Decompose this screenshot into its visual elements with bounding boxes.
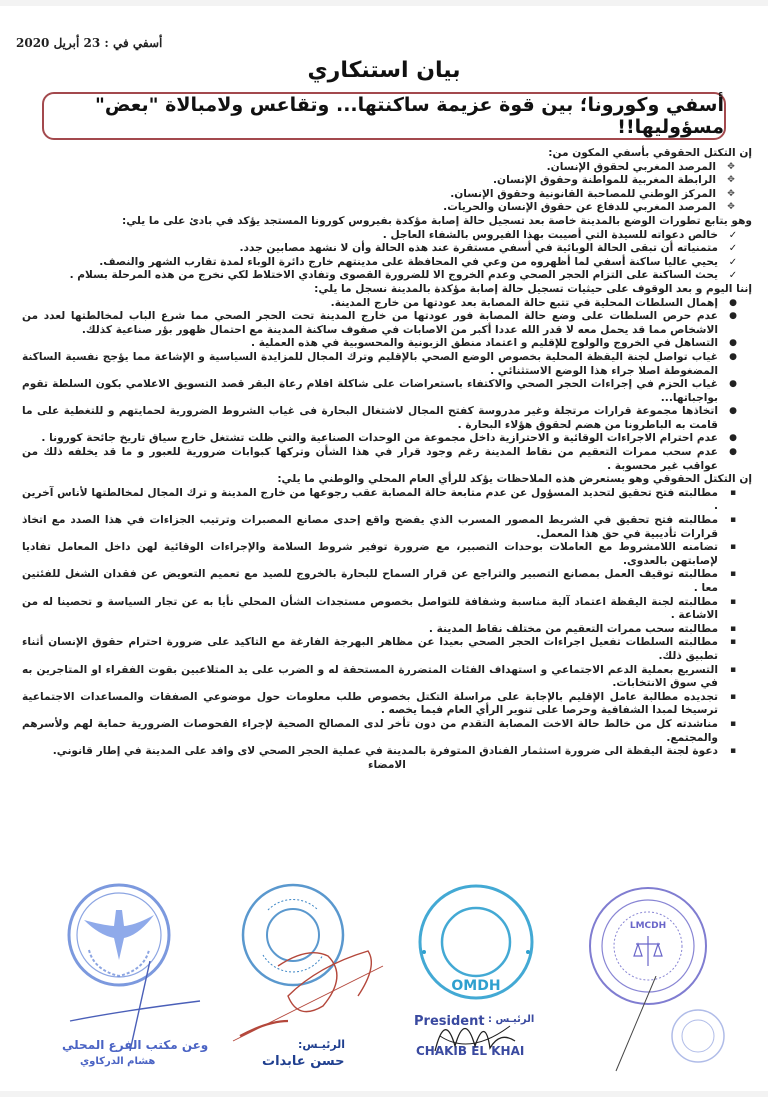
list-item (22, 405, 752, 432)
diamond-bullet-icon: ✥ (727, 188, 735, 199)
organization-name: المرصد المغربي لحقوق الإنسان. (546, 160, 716, 173)
signatures-label: الامضاء (368, 758, 406, 771)
square-bullet-icon: ▪ (729, 487, 737, 498)
organization-name: الرابطة المغربية للمواطنة وحقوق الإنسان. (493, 174, 716, 187)
list-item (22, 310, 752, 337)
list-item (22, 269, 752, 283)
diamond-bullet-icon: ✥ (727, 175, 735, 186)
list-item (22, 201, 752, 215)
dot-bullet-icon: ● (729, 338, 737, 349)
list-item-text: اتخاذها مجموعة قرارات مرتجلة وغير مدروسة كفتح المجال لاشتغال البحارة فى غياب الشروط الضرورية لحمايتهم و للتغطية على ما قامت به الباطرونا من هضم لحقوق هؤلاء البحارة . (22, 405, 718, 431)
square-bullet-icon: ▪ (729, 542, 737, 553)
list-item (22, 596, 752, 623)
local-branch-signer: هشام الدركاوي (80, 1056, 156, 1067)
list-item-text: يحث الساكنة على التزام الحجر الصحي وعدم الخروج الا للضرورة القصوى وتفادي الاختلاط لكي نخرج من هذه المرحلة بسلام . (69, 269, 718, 282)
organization-name: المركز الوطني للمصاحبة القانونية وحقوق الإنسان. (450, 187, 716, 200)
list-item-text: تجديده مطالبة عامل الإقليم بالإجابة على مراسلة التكتل بخصوص طلب معلومات حول موضوعي الصفقات والمساعدات الاجتماعية ترسيخا لمبدا الشفافية وحرصا على تنوير الرأي العام فيما يخصه . (22, 690, 718, 717)
list-item-text: مطالبته لجنة اليقظة اعتماد آلية مناسبة وشفافة للتواصل بخصوص مستجدات الشأن المحلي نأيا به عن تجار السياسة و تحصينا له من الاشاعة . (22, 595, 718, 622)
list-item-text: عدم سحب ممرات التعقيم من نقاط المدينة رغم وجود قرار في هذا الشأن وتركها كبوابات ضرورية للعبور و ما قد يخلفه ذلك من عواقب غير محسوبة . (22, 446, 718, 472)
omdh-signer-label: President (414, 1014, 485, 1029)
list-item-text: مطالبته السلطات تفعيل اجراءات الحجر الصحي بعيدا عن مظاهر البهرجة الفارغة مع التاكيد على ضرورة احترام حقوق الإنسان أثناء تطبيق ذلك. (22, 636, 718, 662)
list-item (22, 745, 752, 759)
dot-bullet-icon: ● (729, 447, 737, 458)
list-item (22, 691, 752, 718)
page-title: بيان استنكاري (307, 58, 461, 83)
diamond-bullet-icon: ✥ (727, 161, 735, 172)
square-bullet-icon: ▪ (729, 746, 737, 757)
list-item (22, 161, 752, 175)
square-bullet-icon: ▪ (729, 515, 737, 526)
today-paragraph: إننا اليوم و بعد الوقوف على حيثيات تسجيل حالة إصابة مؤكدة بالمدينة نسجل ما يلي: (314, 282, 752, 295)
dot-bullet-icon: ● (729, 379, 737, 390)
list-item (22, 256, 752, 270)
signatures-area (0, 866, 768, 1086)
signature-black (430, 1006, 520, 1066)
diamond-bullet-icon: ✥ (727, 202, 735, 213)
intro-paragraph: إن التكتل الحقوقي بأسفي المكون من: (548, 147, 752, 159)
square-bullet-icon: ▪ (729, 637, 737, 648)
list-item-text: التسريع بعملية الدعم الاجتماعي و استهداف الفئات المتضررة المستحقة له و الضرب على يد المتلاعبين بقوت الفقراء او المتاجرين به في سوق الانتخابات. (22, 663, 718, 690)
omdh-signer-label-ar: الرئيـس : (488, 1014, 535, 1025)
list-item (22, 446, 752, 473)
list-item (22, 378, 752, 405)
square-bullet-icon: ▪ (729, 596, 737, 607)
observatory-signer-name: حسن عابدات (262, 1054, 345, 1069)
list-item-text: مطالبته سحب ممرات التعقيم من مختلف نقاط المدينة . (428, 622, 718, 635)
demands-list (22, 487, 752, 759)
list-item-text: متمنياته أن تبقى الحالة الوبائية في أسفي مستقرة عند هذه الحالة وأن لا نشهد مصابين جدد. (239, 242, 718, 255)
list-item (22, 242, 752, 256)
list-item (22, 541, 752, 568)
list-item-text: يحيي عاليا ساكنة أسفي لما أظهروه من وعي في المحافظة على مدينتهم خارج دائرة الوباء لمدة تقارب الشهر والنصف. (99, 255, 718, 268)
omdh-signer-name: CHAKIB EL KHAI (416, 1044, 525, 1058)
list-item-text: إهمال السلطات المحلية في تتبع حالة المصابة بعد عودتها من خارج المدينة. (330, 296, 718, 309)
follow-paragraph: وهو يتابع تطورات الوضع بالمدينة خاصة بعد تسجيل حالة إصابة مؤكدة بفيروس كورونا المستجد يؤكد في بادئ على ما يلي: (121, 214, 752, 227)
square-bullet-icon: ▪ (729, 623, 737, 634)
observatory-signer-label: الرئيـس: (298, 1038, 346, 1051)
list-item (22, 487, 752, 514)
checkmark-icon: ✓ (728, 256, 738, 268)
signature-red (228, 926, 388, 1046)
checkmark-icon: ✓ (728, 243, 738, 255)
list-item (22, 229, 752, 243)
list-item-text: خالص دعواته للسيدة التي أصيبت بهذا الفيروس بالشفاء العاجل . (382, 228, 718, 241)
list-item (22, 636, 752, 663)
list-item (22, 351, 752, 378)
list-item (22, 623, 752, 637)
list-item (22, 718, 752, 745)
square-bullet-icon: ▪ (729, 569, 737, 580)
list-item-text: مناشدته كل من خالط حالة الاخت المصابة التقدم من دون تأخر لدى المصالح الصحية لإجراء الفحوصات الضرورية حماية لهم ولأسرهم والمجتمع. (22, 717, 718, 744)
list-item-text: تضامنه اللامشروط مع العاملات بوحدات التصبير، مع ضرورة توفير شروط السلامة والإجراءات الوقائية لهن داخل المعامل تفاديا لإصابتهن بالعدوى. (22, 541, 718, 567)
list-item (22, 432, 752, 446)
headline-banner (42, 92, 726, 140)
statement-body (22, 147, 752, 772)
observations-list (22, 297, 752, 474)
list-item (22, 174, 752, 188)
dot-bullet-icon: ● (729, 311, 737, 322)
dot-bullet-icon: ● (729, 433, 737, 444)
dot-bullet-icon: ● (729, 297, 737, 308)
checkmark-icon: ✓ (728, 229, 738, 241)
lmcdh-stamp-text: LMCDH (629, 921, 667, 931)
square-bullet-icon: ▪ (729, 664, 737, 675)
list-item (22, 188, 752, 202)
local-branch-label: وعن مكتب الفرع المحلي (62, 1038, 209, 1052)
list-item-text: غياب تواصل لجنة اليقظة المحلية بخصوص الوضع الصحي بالإقليم وترك المجال للمزايدة السياسية و الإشاعة مما يؤجج نفسية الساكنة المضغوطة اصلا جراء هذا الوضع الاستثنائي . (22, 350, 718, 377)
list-item-text: عدم حرص السلطات على وضع حالة المصابة فور عودتها من خارج المدينة تحت الحجر الصحي مما شرع الباب لمخالطتها لعدد من الاشخاص مما قد يحمل معه لا قدر الله عددا أكبر من الاصابات في صفوف ساكنة المدينة مع احتمال ظهور بؤر صناعية كذلك. (22, 310, 718, 336)
document-page (0, 6, 768, 1091)
list-item-text: عدم احترام الاجراءات الوقائية و الاحترازية داخل مجموعة من الوحدات الصناعية والتي ظلت تشتغل خارج سياق تاريخ جائحة كورونا . (41, 432, 718, 445)
checkmark-icon: ✓ (728, 270, 738, 282)
small-seal-stamp (668, 1006, 728, 1066)
list-item (22, 337, 752, 351)
list-item-text: مطالبته توقيف العمل بمصانع التصبير والتراجع عن قرار السماح للبحارة بالخروج للصيد مع تعميم التعويض عن فقدان الشغل للفئتين معا . (22, 568, 718, 594)
dot-bullet-icon: ● (729, 351, 737, 362)
square-bullet-icon: ▪ (729, 718, 737, 729)
list-item (22, 568, 752, 595)
signature-line (586, 976, 676, 1076)
date-line: أسفي في : 23 أبريل 2020 (16, 36, 163, 50)
list-item-text: مطالبته فتح تحقيق لتحديد المسؤول عن عدم متابعة حالة المصابة عقب رجوعها من خارج المدينة و ترك المجال لمخالطتها لأناس آخرين . (22, 486, 718, 513)
list-item-text: مطالبته فتح تحقيق في الشريط المصور المسرب الذي يفضح واقع إحدى مصانع المصبرات وترتيب الجزاءات في هذا الصدد مع اتخاذ قرارات تأديبية في حق هذا المعمل. (22, 514, 718, 540)
omdh-seal-stamp (412, 882, 540, 1006)
demands-paragraph: إن التكتل الحقوقي وهو يستعرض هذه الملاحظات يؤكد للرأي العام المحلي والوطني ما يلي: (277, 473, 752, 486)
dot-bullet-icon: ● (729, 406, 737, 417)
organizations-list (22, 161, 752, 215)
omdh-stamp-text: OMDH (451, 978, 501, 994)
list-item-text: التساهل في الخروج والولوج للإقليم و اعتماد منطق الزبونية والمحسوبية في هذه العملية . (251, 337, 718, 350)
list-item-text: دعوة لجنة اليقظة الى ضرورة استثمار الفنادق المتوفرة بالمدينة في عملية الحجر الصحي لاى وافد على المدينة في إطار قانوني. (52, 745, 718, 758)
list-item (22, 664, 752, 691)
square-bullet-icon: ▪ (729, 691, 737, 702)
list-item-text: غياب الحزم في إجراءات الحجر الصحي والاكتفاء باستعراضات على شاكلة افلام رعاة البقر قصد التسويق الاعلامي بكون السلطة تقوم بواجباتها... (22, 378, 718, 404)
affirmations-list (22, 229, 752, 283)
headline-text: أسفي وكورونا؛ بين قوة عزيمة ساكنتها... وتقاعس ولامبالاة "بعض" مسؤوليها!! (94, 94, 724, 138)
list-item (22, 297, 752, 311)
organization-name: المرصد المغربي للدفاع عن حقوق الإنسان والحريات. (443, 201, 716, 214)
list-item (22, 514, 752, 541)
